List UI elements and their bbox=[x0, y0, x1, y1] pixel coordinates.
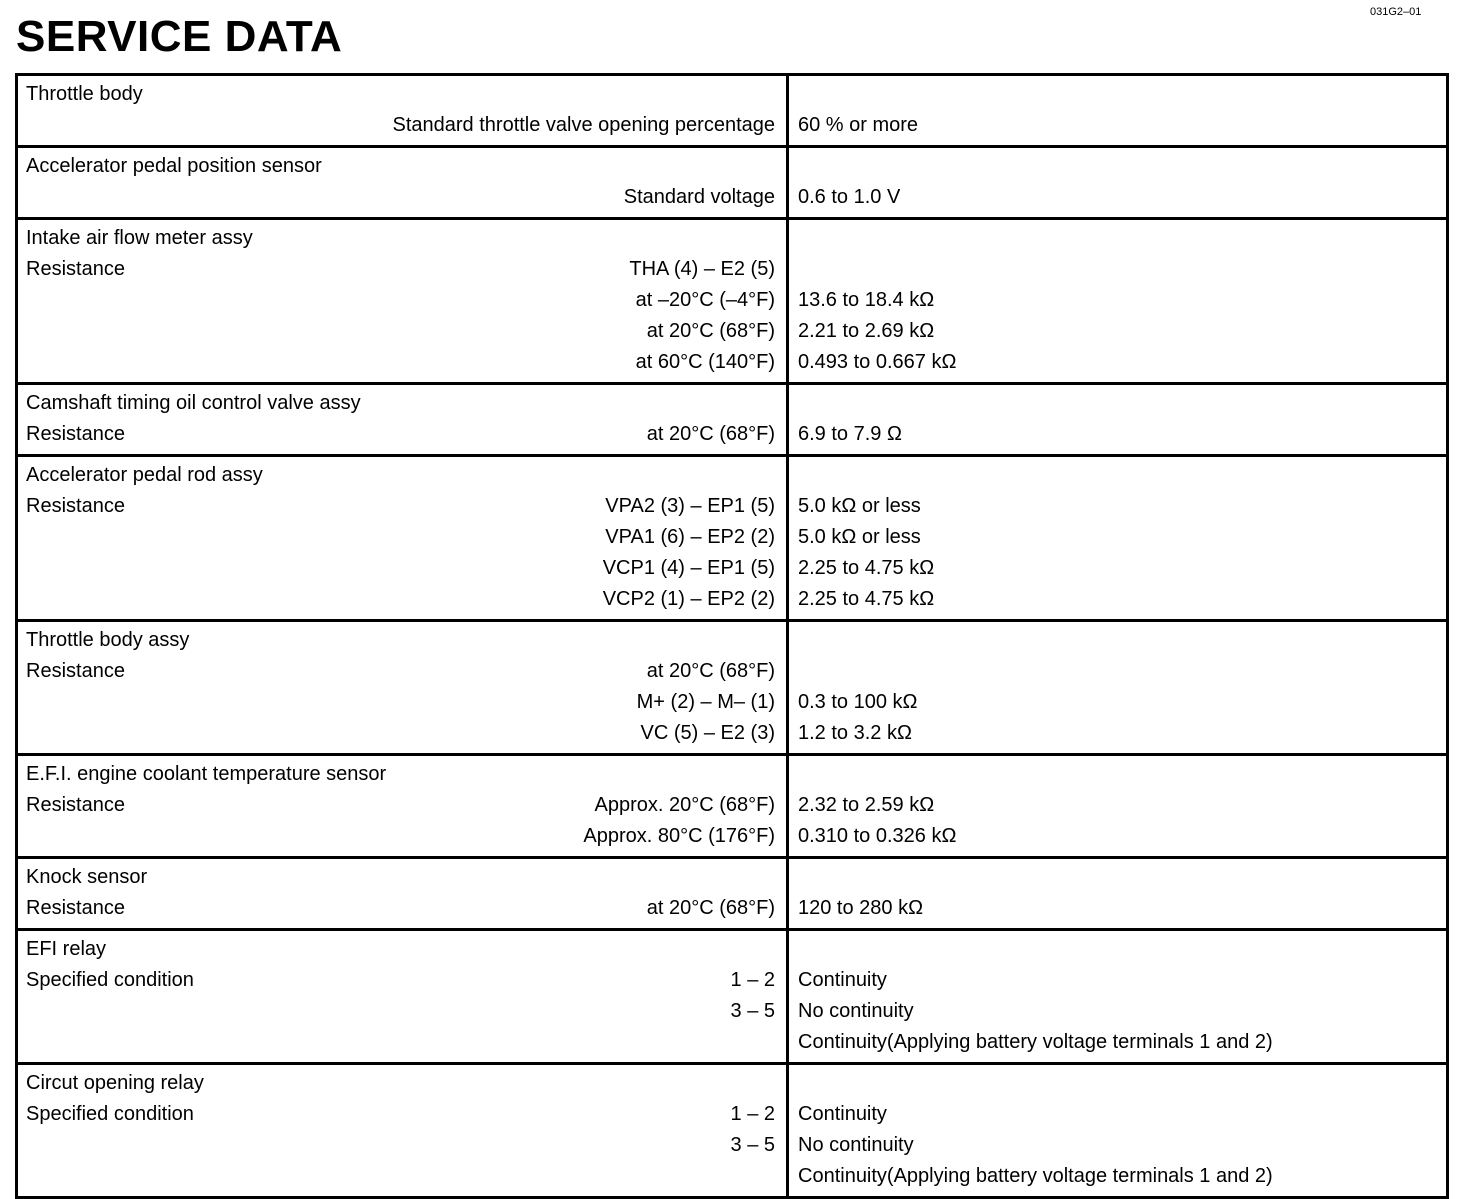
condition-cell bbox=[18, 790, 789, 821]
measurement-type: Resistance bbox=[26, 897, 125, 919]
condition-cell bbox=[18, 996, 789, 1027]
value-empty bbox=[789, 862, 1446, 893]
condition-cell bbox=[18, 347, 789, 378]
component-cell bbox=[18, 388, 789, 419]
condition-cell bbox=[18, 553, 789, 584]
spec-row bbox=[18, 254, 1446, 285]
spec-row bbox=[18, 790, 1446, 821]
spec-row bbox=[18, 1130, 1446, 1161]
test-condition: Standard voltage bbox=[623, 186, 775, 208]
section-title-line bbox=[18, 625, 1446, 656]
spec-row bbox=[18, 1099, 1446, 1130]
component-name: Circut opening relay bbox=[26, 1072, 204, 1094]
measurement-type bbox=[18, 347, 26, 378]
section-title-line bbox=[18, 862, 1446, 893]
measurement-type: Specified condition bbox=[26, 969, 194, 991]
condition-cell bbox=[18, 584, 789, 615]
test-condition: Approx. 80°C (176°F) bbox=[583, 825, 775, 847]
spec-row bbox=[18, 553, 1446, 584]
value-empty bbox=[789, 151, 1446, 182]
spec-value: 5.0 kΩ or less bbox=[798, 495, 921, 517]
measurement-type: Resistance bbox=[26, 495, 125, 517]
measurement-type bbox=[18, 996, 26, 1027]
condition-cell bbox=[18, 522, 789, 553]
test-condition: at –20°C (–4°F) bbox=[635, 289, 775, 311]
spec-row bbox=[18, 965, 1446, 996]
condition-cell bbox=[18, 254, 789, 285]
section-title-line bbox=[18, 759, 1446, 790]
spec-value: 6.9 to 7.9 Ω bbox=[798, 423, 902, 445]
spec-section bbox=[18, 457, 1446, 622]
test-condition bbox=[26, 1161, 789, 1192]
spec-row bbox=[18, 419, 1446, 450]
page-title: SERVICE DATA bbox=[16, 12, 343, 61]
spec-row bbox=[18, 285, 1446, 316]
component-name: Accelerator pedal position sensor bbox=[26, 155, 322, 177]
measurement-type: Resistance bbox=[26, 660, 125, 682]
section-title-line bbox=[18, 1068, 1446, 1099]
spec-value: No continuity bbox=[798, 1134, 914, 1156]
condition-cell bbox=[18, 1161, 789, 1192]
section-title-line bbox=[18, 460, 1446, 491]
measurement-type bbox=[18, 1161, 26, 1192]
spec-row bbox=[18, 687, 1446, 718]
value-empty bbox=[789, 79, 1446, 110]
spec-row bbox=[18, 656, 1446, 687]
test-condition: VCP1 (4) – EP1 (5) bbox=[602, 557, 775, 579]
condition-cell bbox=[18, 316, 789, 347]
spec-section bbox=[18, 385, 1446, 457]
component-cell bbox=[18, 1068, 789, 1099]
spec-value bbox=[789, 656, 1446, 687]
spec-value: No continuity bbox=[798, 1000, 914, 1022]
value-empty bbox=[789, 934, 1446, 965]
spec-row bbox=[18, 893, 1446, 924]
spec-section bbox=[18, 859, 1446, 931]
spec-row bbox=[18, 491, 1446, 522]
test-condition bbox=[26, 1027, 789, 1058]
component-name: EFI relay bbox=[26, 938, 107, 960]
document-code: 031G2–01 bbox=[1370, 6, 1422, 18]
spec-value: 0.6 to 1.0 V bbox=[798, 186, 901, 208]
service-data-table bbox=[15, 73, 1449, 1199]
test-condition: Standard throttle valve opening percentage bbox=[392, 114, 775, 136]
spec-row bbox=[18, 584, 1446, 615]
measurement-type: Resistance bbox=[26, 423, 125, 445]
condition-cell bbox=[18, 821, 789, 852]
spec-section bbox=[18, 756, 1446, 859]
measurement-type: Specified condition bbox=[26, 1103, 194, 1125]
condition-cell bbox=[18, 893, 789, 924]
spec-value bbox=[789, 254, 1446, 285]
spec-section bbox=[18, 1065, 1446, 1199]
measurement-type bbox=[18, 821, 26, 852]
spec-row bbox=[18, 110, 1446, 141]
spec-value: 1.2 to 3.2 kΩ bbox=[798, 722, 912, 744]
condition-cell bbox=[18, 718, 789, 749]
spec-row bbox=[18, 718, 1446, 749]
component-cell bbox=[18, 934, 789, 965]
component-name: Knock sensor bbox=[26, 866, 148, 888]
measurement-type bbox=[18, 1130, 26, 1161]
component-cell bbox=[18, 759, 789, 790]
value-empty bbox=[789, 1068, 1446, 1099]
spec-value: 2.25 to 4.75 kΩ bbox=[798, 557, 935, 579]
value-empty bbox=[789, 460, 1446, 491]
test-condition: at 60°C (140°F) bbox=[635, 351, 775, 373]
measurement-type bbox=[18, 553, 26, 584]
measurement-type bbox=[18, 522, 26, 553]
component-name: Camshaft timing oil control valve assy bbox=[26, 392, 361, 414]
component-cell bbox=[18, 223, 789, 254]
component-name: Throttle body assy bbox=[26, 629, 190, 651]
test-condition: 3 – 5 bbox=[730, 1134, 775, 1156]
component-name: Throttle body bbox=[26, 83, 143, 105]
test-condition: 1 – 2 bbox=[730, 1103, 775, 1125]
section-title-line bbox=[18, 934, 1446, 965]
test-condition: 3 – 5 bbox=[730, 1000, 775, 1022]
measurement-type bbox=[18, 316, 26, 347]
test-condition: M+ (2) – M– (1) bbox=[636, 691, 775, 713]
measurement-type bbox=[18, 182, 26, 213]
section-title-line bbox=[18, 388, 1446, 419]
measurement-type bbox=[18, 584, 26, 615]
measurement-type bbox=[18, 110, 26, 141]
spec-value: 0.493 to 0.667 kΩ bbox=[798, 351, 957, 373]
spec-value: 120 to 280 kΩ bbox=[798, 897, 924, 919]
measurement-type: Resistance bbox=[26, 258, 125, 280]
condition-cell bbox=[18, 110, 789, 141]
section-title-line bbox=[18, 79, 1446, 110]
condition-cell bbox=[18, 1099, 789, 1130]
condition-cell bbox=[18, 285, 789, 316]
spec-value: 13.6 to 18.4 kΩ bbox=[798, 289, 935, 311]
test-condition: 1 – 2 bbox=[730, 969, 775, 991]
value-empty bbox=[789, 388, 1446, 419]
spec-row bbox=[18, 1027, 1446, 1058]
spec-value: 5.0 kΩ or less bbox=[798, 526, 921, 548]
spec-section bbox=[18, 76, 1446, 148]
condition-cell bbox=[18, 491, 789, 522]
spec-value: 0.310 to 0.326 kΩ bbox=[798, 825, 957, 847]
condition-cell bbox=[18, 182, 789, 213]
spec-value: 60 % or more bbox=[798, 114, 919, 136]
spec-value: Continuity(Applying battery voltage terminals 1 and 2) bbox=[798, 1031, 1273, 1053]
test-condition: at 20°C (68°F) bbox=[646, 423, 775, 445]
spec-row bbox=[18, 316, 1446, 347]
condition-cell bbox=[18, 687, 789, 718]
value-empty bbox=[789, 759, 1446, 790]
value-empty bbox=[789, 223, 1446, 254]
spec-value: Continuity bbox=[798, 969, 887, 991]
test-condition: at 20°C (68°F) bbox=[646, 660, 775, 682]
spec-value: Continuity(Applying battery voltage terminals 1 and 2) bbox=[798, 1165, 1273, 1187]
spec-value: 2.25 to 4.75 kΩ bbox=[798, 588, 935, 610]
measurement-type bbox=[18, 1027, 26, 1058]
value-empty bbox=[789, 625, 1446, 656]
spec-row bbox=[18, 347, 1446, 378]
condition-cell bbox=[18, 1027, 789, 1058]
test-condition: VPA2 (3) – EP1 (5) bbox=[605, 495, 775, 517]
test-condition: Approx. 20°C (68°F) bbox=[594, 794, 775, 816]
spec-row bbox=[18, 821, 1446, 852]
spec-value: Continuity bbox=[798, 1103, 887, 1125]
component-name: Accelerator pedal rod assy bbox=[26, 464, 263, 486]
test-condition: at 20°C (68°F) bbox=[646, 897, 775, 919]
condition-cell bbox=[18, 1130, 789, 1161]
component-cell bbox=[18, 625, 789, 656]
component-cell bbox=[18, 79, 789, 110]
measurement-type bbox=[18, 285, 26, 316]
component-name: Intake air flow meter assy bbox=[26, 227, 253, 249]
component-cell bbox=[18, 862, 789, 893]
spec-section bbox=[18, 622, 1446, 756]
spec-row bbox=[18, 1161, 1446, 1192]
component-name: E.F.I. engine coolant temperature sensor bbox=[26, 763, 387, 785]
test-condition: THA (4) – E2 (5) bbox=[629, 258, 775, 280]
section-title-line bbox=[18, 223, 1446, 254]
spec-section bbox=[18, 931, 1446, 1065]
test-condition: VCP2 (1) – EP2 (2) bbox=[602, 588, 775, 610]
condition-cell bbox=[18, 419, 789, 450]
component-cell bbox=[18, 151, 789, 182]
section-title-line bbox=[18, 151, 1446, 182]
test-condition: VC (5) – E2 (3) bbox=[640, 722, 775, 744]
measurement-type bbox=[18, 718, 26, 749]
spec-section bbox=[18, 220, 1446, 385]
spec-row bbox=[18, 996, 1446, 1027]
spec-section bbox=[18, 148, 1446, 220]
spec-value: 0.3 to 100 kΩ bbox=[798, 691, 918, 713]
spec-value: 2.32 to 2.59 kΩ bbox=[798, 794, 935, 816]
measurement-type: Resistance bbox=[26, 794, 125, 816]
measurement-type bbox=[18, 687, 26, 718]
test-condition: VPA1 (6) – EP2 (2) bbox=[605, 526, 775, 548]
condition-cell bbox=[18, 965, 789, 996]
spec-value: 2.21 to 2.69 kΩ bbox=[798, 320, 935, 342]
spec-row bbox=[18, 182, 1446, 213]
condition-cell bbox=[18, 656, 789, 687]
test-condition: at 20°C (68°F) bbox=[646, 320, 775, 342]
spec-row bbox=[18, 522, 1446, 553]
component-cell bbox=[18, 460, 789, 491]
